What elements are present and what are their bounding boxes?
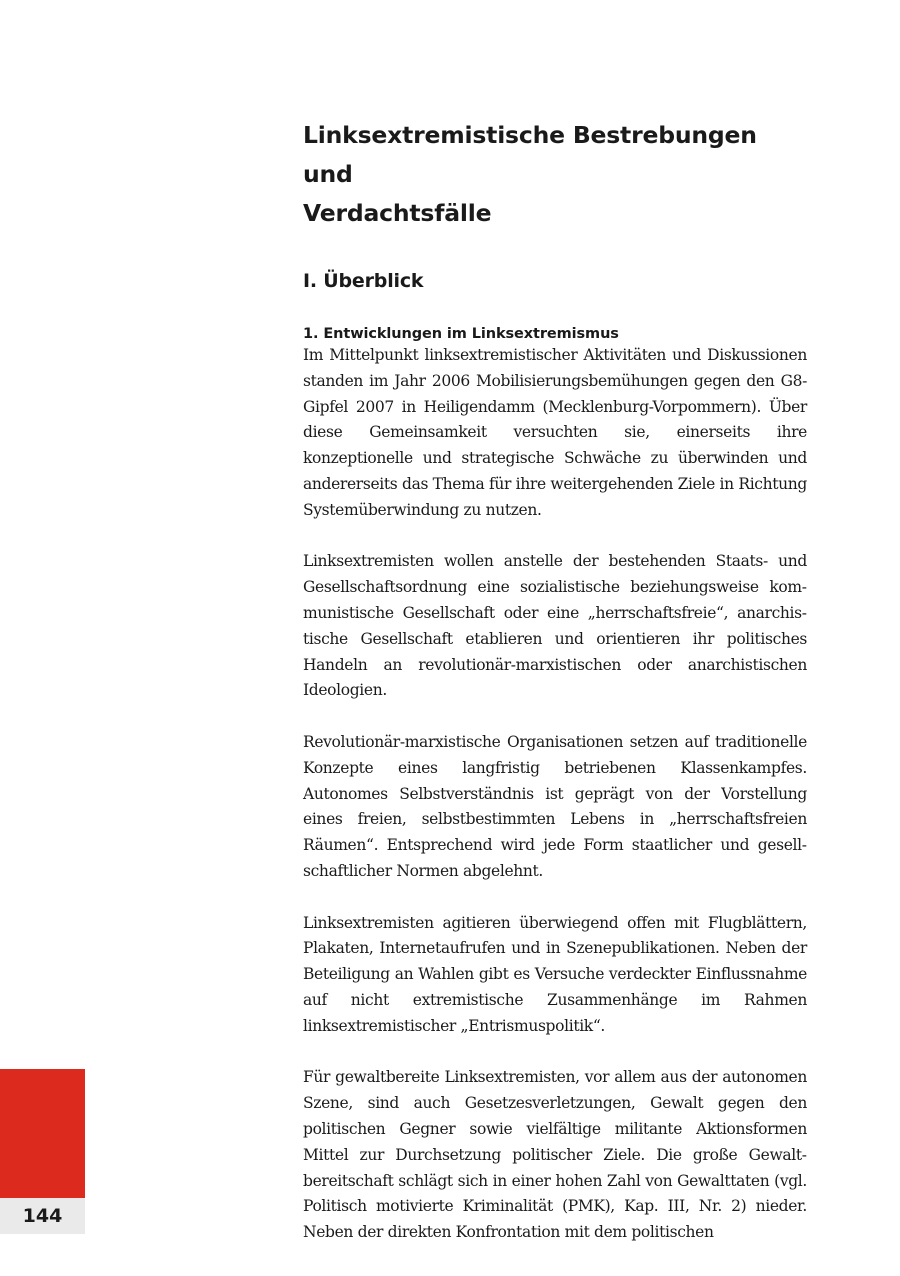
paragraph-4: Linksextremisten agitieren überwiegend offen mit Flugblättern, Plakaten, Internetaufrufen und in Szenepublikationen. Neben der Beteiligung an Wahlen gibt es Versuche verdeckter Einflussnahme auf nicht extremistische Zusammenhänge im Rahmen linksextremistischer „Entrismuspolitik“. [303, 913, 807, 1035]
chapter-title-line-2: Verdachtsfälle [303, 199, 492, 227]
page-number: 144 [22, 1205, 63, 1227]
paragraph-3: Revolutionär-marxistische Organisationen setzen auf traditionelle Konzepte eines langfristig betriebenen Klassenkampfes. Autonomes Selbstverständnis ist geprägt von der Vorstellung eines freien, selbstbestimmten Lebens in „herrschaftsfreien Räumen“. Entsprechend wird jede Form staatlicher und gesellschaftlicher Normen abgelehnt. [303, 732, 807, 880]
chapter-title-line-1: Linksextremistische Bestrebungen und [303, 121, 757, 188]
paragraph-1: Im Mittelpunkt linksextremistischer Aktivitäten und Diskussionen standen im Jahr 2006 Mobilisierungsbemühungen gegen den G8-Gipfel 2007 in Heiligendamm (Mecklenburg-Vorpommern). Über diese Gemeinsamkeit versuchten sie, einerseits ihre konzeptionelle und strategische Schwäche zu überwinden und andererseits das Thema für ihre weitergehenden Ziele in Richtung Systemüberwindung zu nutzen. [303, 346, 807, 519]
main-content [303, 116, 807, 1246]
page-number-box [0, 1198, 85, 1234]
paragraph-5: Für gewaltbereite Linksextremisten, vor allem aus der autonomen Szene, sind auch Gesetzesverletzungen, Gewalt gegen den politischen Gegner sowie vielfältige militante Aktionsformen Mittel zur Durchsetzung politischer Ziele. Die große Gewaltbereitschaft schlägt sich in einer hohen Zahl von Gewalttaten (vgl. Politisch motivierte Kriminalität (PMK), Kap. III, Nr. 2) nieder. Neben der direkten Konfrontation mit dem politischen [303, 1068, 807, 1242]
chapter-title [303, 116, 807, 233]
paragraph-2: Linksextremisten wollen anstelle der bestehenden Staats- und Gesellschaftsordnung eine sozialistische beziehungsweise kommunistische Gesellschaft oder eine „herrschaftsfreie“, anarchistische Gesellschaft etablieren und orientieren ihr politisches Handeln an revolutionär-marxistischen oder anarchistischen Ideologien. [303, 552, 807, 700]
subsection-title: 1. Entwicklungen im Linksextremismus [303, 326, 619, 342]
chapter-color-tab [0, 1069, 85, 1198]
section-title: I. Überblick [303, 270, 424, 292]
